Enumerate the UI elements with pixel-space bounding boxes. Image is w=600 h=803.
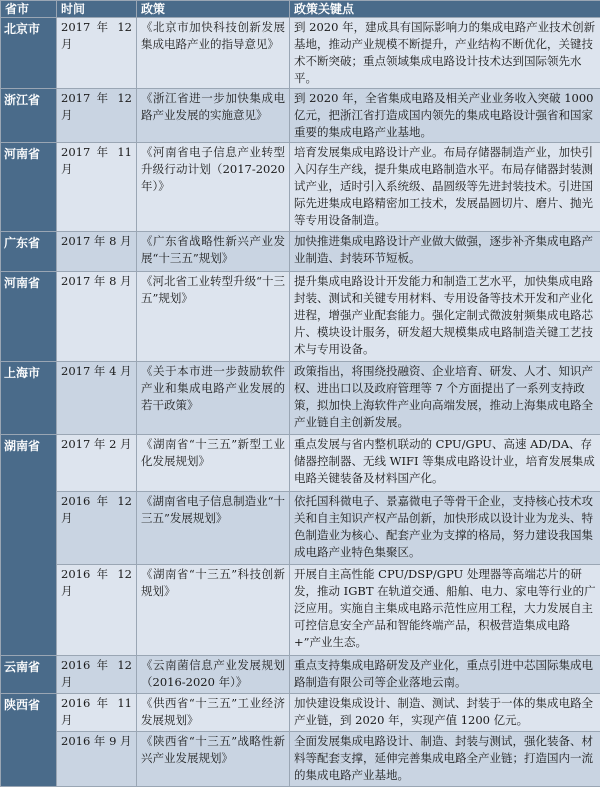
policy-cell: 《河南省电子信息产业转型升级行动计划（2017-2020 年）》 [137,143,290,232]
policy-cell: 《湖南省“十三五”科技创新规划》 [137,565,290,656]
key-points-cell: 提升集成电路设计开发能力和制造工艺水平，加快集成电路封装、测试和关键专用材料、专用设备等技术开发和产业化进程，增强产业配套能力。强化定制式微波射频集成电路芯片、模块设计服务，研发超大规模集成电路制造关键工艺技术与专用设备。 [290,272,600,362]
policy-cell: 《关于本市进一步鼓励软件产业和集成电路产业发展的若干政策》 [137,362,290,435]
key-points-cell: 到 2020 年，全省集成电路及相关产业业务收入突破 1000 亿元，把浙江省打造成国内领先的集成电路设计强省和国家重要的集成电路产业基地。 [290,89,600,143]
time-cell: 2017 年 12 月 [57,18,137,89]
table-row [1,694,600,732]
table-row [1,89,600,143]
header-province: 省市 [1,1,57,18]
header-row [1,1,600,18]
time-cell: 2016 年 11 月 [57,694,137,732]
policy-cell: 《云南菌信息产业发展规划（2016-2020 年）》 [137,656,290,694]
province-cell: 陕西省 [1,694,57,787]
province-cell: 广东省 [1,232,57,272]
header-key-points: 政策关键点 [290,1,600,18]
time-cell: 2016 年 9 月 [57,732,137,787]
province-cell: 河南省 [1,143,57,232]
policy-cell: 《湖南省“十三五”新型工业化发展规划》 [137,435,290,492]
time-cell: 2016 年 12 月 [57,656,137,694]
table-row [1,732,600,787]
time-cell: 2017 年 4 月 [57,362,137,435]
policy-cell: 《广东省战略性新兴产业发展“十三五”规划》 [137,232,290,272]
key-points-cell: 加快推进集成电路设计产业做大做强，逐步补齐集成电路产业制造、封装环节短板。 [290,232,600,272]
table-row [1,565,600,656]
key-points-cell: 培育发展集成电路设计产业。布局存储器制造产业，加快引入闪存生产线，提升集成电路制造水平。布局存储器封装测试产业，适时引入系统级、晶圆级等先进封装技术。引进国际先进集成电路精密加工技术，发展晶圆切片、磨片、抛光等专用设备制造。 [290,143,600,232]
policy-cell: 《陕西省“十三五”战略性新兴产业发展规划》 [137,732,290,787]
time-cell: 2017 年 2 月 [57,435,137,492]
header-time: 时间 [57,1,137,18]
table-row [1,492,600,565]
time-cell: 2017 年 11 月 [57,143,137,232]
key-points-cell: 加快建设集成设计、制造、测试、封装于一体的集成电路全产业链，到 2020 年，实现产值 1200 亿元。 [290,694,600,732]
time-cell: 2017 年 12 月 [57,89,137,143]
policy-cell: 《湖南省电子信息制造业“十三五”发展规划》 [137,492,290,565]
table-row [1,435,600,492]
key-points-cell: 到 2020 年，建成具有国际影响力的集成电路产业技术创新基地，推动产业规模不断提升，产业结构不断优化，关键技术不断突破；重点领域集成电路设计技术达到国际领先水平。 [290,18,600,89]
header-policy: 政策 [137,1,290,18]
key-points-cell: 依托国科微电子、景嘉微电子等骨干企业，支持核心技术攻关和自主知识产权产品创新，加快形成以设计业为龙头、特色制造业为核心、配套产业为支撑的格局，努力建设我国集成电路产业特色集聚区。 [290,492,600,565]
province-cell: 北京市 [1,18,57,89]
province-cell: 湖南省 [1,435,57,656]
time-cell: 2017 年 8 月 [57,272,137,362]
policy-cell: 《浙江省进一步加快集成电路产业发展的实施意见》 [137,89,290,143]
table-row [1,232,600,272]
key-points-cell: 重点发展与省内整机联动的 CPU/GPU、高速 AD/DA、存储器控制器、无线 WIFI 等集成电路设计业，培育发展集成电路关键装备及材料国产化。 [290,435,600,492]
table-row [1,272,600,362]
province-cell: 云南省 [1,656,57,694]
policy-cell: 《河北省工业转型升级“十三五”规划》 [137,272,290,362]
table-row [1,18,600,89]
policy-cell: 《北京市加快科技创新发展集成电路产业的指导意见》 [137,18,290,89]
time-cell: 2016 年 12 月 [57,492,137,565]
policy-cell: 《供西省“十三五”工业经济发展规划》 [137,694,290,732]
province-cell: 河南省 [1,272,57,362]
table-row [1,143,600,232]
province-cell: 上海市 [1,362,57,435]
time-cell: 2017 年 8 月 [57,232,137,272]
time-cell: 2016 年 12 月 [57,565,137,656]
table-row [1,656,600,694]
province-cell: 浙江省 [1,89,57,143]
key-points-cell: 开展自主高性能 CPU/DSP/GPU 处理器等高端芯片的研发，推动 IGBT 在轨道交通、船舶、电力、家电等行业的广泛应用。实施自主集成电路示范性应用工程，大力发展自主可控信息安全产品和智能终端产品，积极营造集成电路+”产业生态。 [290,565,600,656]
key-points-cell: 重点支持集成电路研发及产业化，重点引进中芯国际集成电路制造有限公司等企业落地云南。 [290,656,600,694]
table-row [1,362,600,435]
key-points-cell: 政策指出，将围绕投融资、企业培育、研发、人才、知识产权、进出口以及政府管理等 7 个方面提出了一系列支持政策，拟加快上海软件产业向高端发展，推动上海集成电路全产业链自主创新发展。 [290,362,600,435]
key-points-cell: 全面发展集成电路设计、制造、封装与测试，强化装备、材料等配套支撑，延伸完善集成电路全产业链；打造国内一流的集成电路产业基地。 [290,732,600,787]
